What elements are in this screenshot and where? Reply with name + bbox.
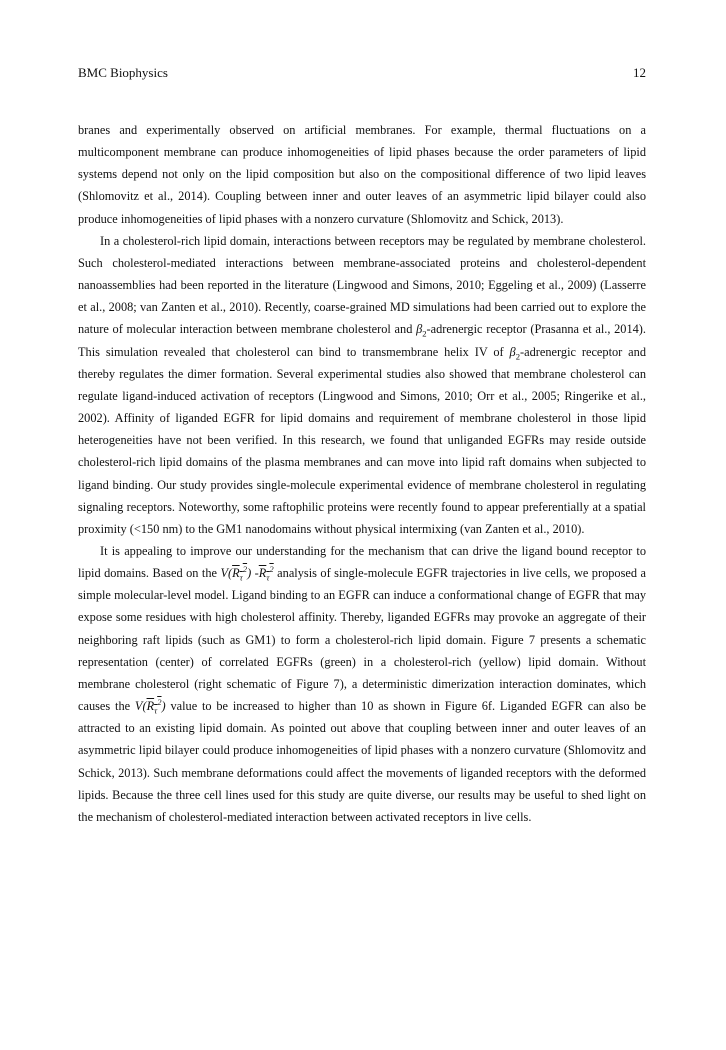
paragraph-3-part-b: analysis of single-molecule EGFR trajectories in live cells, we proposed a simple molecular-level model. Ligand binding to an EGFR can induce a conformational change of EGFR that may expose some residues with high cholesterol affinity. Thereby, liganded EGFRs may provoke an aggregate of their neighboring raft lipids (such as GM1) to form a cholesterol-rich lipid domain. Figure 7 presents a schematic representation (center) of correlated EGFRs (green) in a cholesterol-rich (yellow) lipid domain. Without membrane cholesterol (right schematic of Figure 7), a deterministic dimerization interaction dominates, which causes the <box>78 566 646 714</box>
math-tau: τ <box>154 705 158 716</box>
paragraph-2-part-b: -adrenergic receptor (Prasanna et al., 2014). This simulation revealed that cholesterol can bind to transmembrane helix IV of <box>78 322 647 359</box>
math-mean-r-squared <box>232 564 248 583</box>
math-close: ) <box>161 699 166 714</box>
beta-symbol: β <box>509 344 516 359</box>
article-body <box>78 119 646 828</box>
math-mean-r-squared <box>258 564 274 583</box>
paragraph-3-part-a: It is appealing to improve our understanding for the mechanism that can drive the ligand bound receptor to lipid domains. Based on the <box>78 543 646 581</box>
math-r: R <box>258 566 267 581</box>
paragraph-2 <box>78 230 646 540</box>
math-v: V( <box>134 699 147 714</box>
math-close: ) <box>247 566 252 581</box>
journal-name: BMC Biophysics <box>78 65 168 80</box>
math-dash: - <box>251 566 259 581</box>
paragraph-2-part-c: -adrenergic receptor and thereby regulates the dimer formation. Several experimental studies also showed that membrane cholesterol can regulate ligand-induced activation of receptors (Lingwood and Simons, 2010; Orr et al., 2005; Ringerike et al., 2002). Affinity of liganded EGFR for lipid domains and requirement of membrane cholesterol in those lipid heterogeneities have not been verified. In this research, we found that unliganded EGFRs may reside outside cholesterol-rich lipid domains of the plasma membranes and can move into lipid raft domains when subjected to ligand binding. Our study provides single-molecule experimental evidence of membrane cholesterol in regulating signaling receptors. Noteworthy, some raftophilic proteins were recently found to appear preferentially at a spatial proximity (<150 nm) to the GM1 nanodomains without physical intermixing (van Zanten et al., 2010). <box>78 344 646 536</box>
page-header <box>78 65 646 81</box>
beta-subscript: 2 <box>422 328 427 339</box>
paragraph-3-part-c: value to be increased to higher than 10 as shown in Figure 6f. Liganded EGFR can also be attracted to an existing lipid domain. As pointed out above that coupling between inner and outer leaves of an asymmetric lipid bilayer could produce inhomogeneities of lipid phases with a nonzero curvature (Shlomovitz and Schick, 2013). Such membrane deformations could affect the movements of liganded receptors with the deformed lipids. Because the three cell lines used for this study are quite diverse, our results may be useful to shed light on the mechanism of cholesterol-mediated interaction between activated receptors in live cells. <box>78 699 646 824</box>
math-v: V( <box>220 566 233 581</box>
math-mean-r-squared <box>146 696 162 716</box>
math-tau: τ <box>266 572 270 583</box>
variance-formula <box>220 564 274 583</box>
paragraph-1: branes and experimentally observed on artificial membranes. For example, thermal fluctuations on a multicomponent membrane can produce inhomogeneities of lipid phases because the order parameters of lipid systems depend not only on the lipid composition but also on the compositional difference of two lipid leaves (Shlomovitz et al., 2014). Coupling between inner and outer leaves of an asymmetric lipid bilayer could also produce inhomogeneities of lipid phases with a nonzero curvature (Shlomovitz and Schick, 2013). <box>78 123 646 226</box>
paragraph-2-part-a: In a cholesterol-rich lipid domain, interactions between receptors may be regulated by membrane cholesterol. Such cholesterol-mediated interactions between membrane-associated proteins and cholesterol-dependent nanoassemblies had been reported in the literature (Lingwood and Simons, 2010; Eggeling et al., 2009) (Lasserre et al., 2008; van Zanten et al., 2010). Recently, coarse-grained MD simulations had been carried out to explore the nature of molecular interaction between membrane cholesterol and <box>78 233 646 337</box>
math-square: 2 <box>242 564 248 575</box>
beta-subscript: 2 <box>515 351 521 362</box>
page-number: 12 <box>633 65 646 80</box>
math-r: R <box>146 699 155 714</box>
math-tau: τ <box>239 572 243 583</box>
math-square: 2 <box>269 564 274 575</box>
beta-symbol: β <box>416 322 423 337</box>
variance-formula <box>134 696 166 716</box>
math-square: 2 <box>157 696 162 707</box>
paragraph-3 <box>78 540 646 828</box>
math-r: R <box>232 566 240 581</box>
